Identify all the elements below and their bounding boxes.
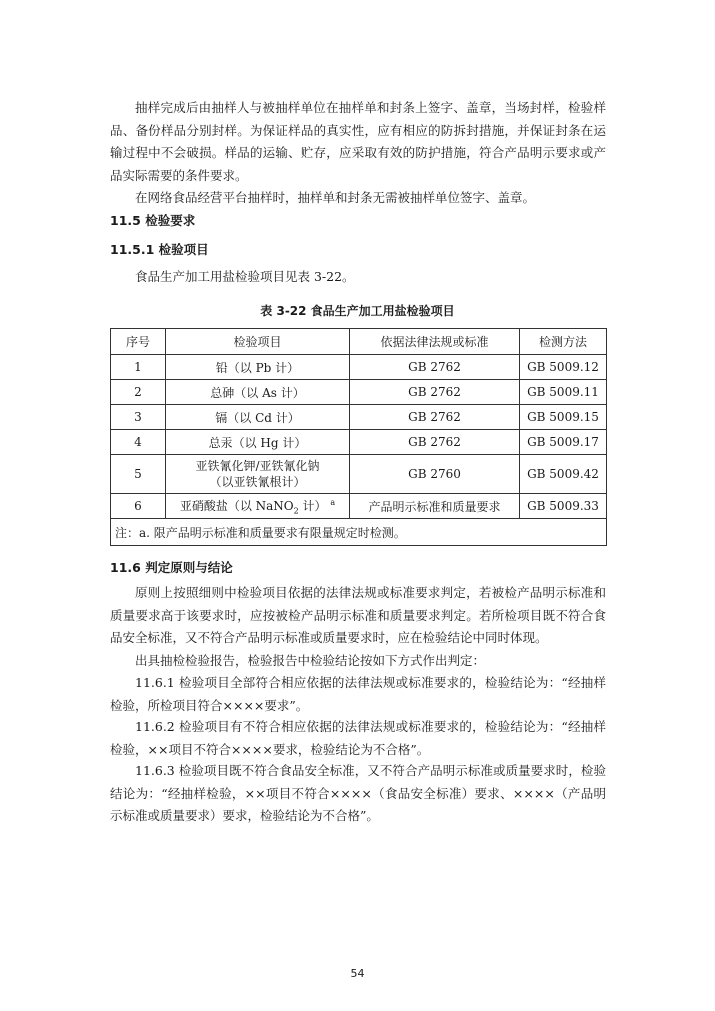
- cell-no: 1: [111, 355, 166, 380]
- report-paragraph: 出具抽检检验报告，检验报告中检验结论按如下方式作出判定：: [135, 653, 486, 668]
- clause-11-6-3: 11.6.3 检验项目既不符合食品安全标准，又不符合产品明示标准或质量要求时，检验结论为：“经抽样检验，××项目不符合××××（食品安全标准）要求、××××（产品明示标准或质量要求）要求，检验结论为不合格”。: [110, 763, 606, 823]
- cell-item: 总汞（以 Hg 计）: [166, 430, 350, 455]
- table-row: [111, 380, 607, 405]
- cell-item-line2: （以亚铁氰根计）: [209, 475, 306, 489]
- table-caption: 表 3-22 食品生产加工用盐检验项目: [260, 304, 455, 318]
- clause-11-6-2: 11.6.2 检验项目有不符合相应依据的法律法规或标准要求的，检验结论为：“经抽样检验，××项目不符合××××要求，检验结论为不合格”。: [110, 719, 606, 757]
- cell-basis: 产品明示标准和质量要求: [350, 494, 520, 519]
- subscript-2: 2: [293, 506, 299, 516]
- section-heading-11-5: 11.5 检验要求: [110, 213, 196, 228]
- cell-method: GB 5009.17: [520, 430, 607, 455]
- cell-item-text-end: 计）: [298, 498, 327, 513]
- header-method: 检测方法: [520, 329, 607, 355]
- table-note: 注：a. 限产品明示标准和质量要求有限量规定时检测。: [111, 519, 607, 546]
- inspection-items-table: [110, 328, 607, 546]
- page-number: 54: [350, 967, 365, 980]
- cell-basis: GB 2762: [350, 355, 520, 380]
- cell-method: GB 5009.11: [520, 380, 607, 405]
- online-sampling-paragraph: 在网络食品经营平台抽样时，抽样单和封条无需被抽样单位签字、盖章。: [135, 190, 536, 205]
- table-header-row: [111, 329, 607, 355]
- cell-item: [166, 494, 350, 519]
- cell-basis: GB 2762: [350, 405, 520, 430]
- cell-basis: GB 2762: [350, 380, 520, 405]
- cell-method: GB 5009.15: [520, 405, 607, 430]
- cell-no: 4: [111, 430, 166, 455]
- cell-item-line1: 亚铁氰化钾/亚铁氰化钠: [195, 459, 320, 473]
- cell-method: GB 5009.42: [520, 455, 607, 494]
- table-row: [111, 455, 607, 494]
- cell-basis: GB 2760: [350, 455, 520, 494]
- table-row: [111, 405, 607, 430]
- cell-no: 6: [111, 494, 166, 519]
- sampling-seal-paragraph: 抽样完成后由抽样人与被抽样单位在抽样单和封条上签字、盖章，当场封样，检验样品、备份样品分别封样。为保证样品的真实性，应有相应的防拆封措施，并保证封条在运输过程中不会破损。样品的运输、贮存，应采取有效的防护措施，符合产品明示要求或产品实际需要的条件要求。: [110, 100, 606, 183]
- cell-no: 3: [111, 405, 166, 430]
- cell-no: 5: [111, 455, 166, 494]
- cell-item: 镉（以 Cd 计）: [166, 405, 350, 430]
- footnote-marker: a: [330, 497, 336, 507]
- header-basis: 依据法律法规或标准: [350, 329, 520, 355]
- header-no: 序号: [111, 329, 166, 355]
- cell-method: GB 5009.33: [520, 494, 607, 519]
- cell-method: GB 5009.12: [520, 355, 607, 380]
- judgement-principle-paragraph: 原则上按照细则中检验项目依据的法律法规或标准要求判定，若被检产品明示标准和质量要求高于该要求时，应按被检产品明示标准和质量要求判定。若所检项目既不符合食品安全标准，又不符合产品明示标准或质量要求时，应在检验结论中同时体现。: [110, 585, 606, 645]
- table-row: [111, 494, 607, 519]
- cell-item: 总砷（以 As 计）: [166, 380, 350, 405]
- table-reference-paragraph: 食品生产加工用盐检验项目见表 3-22。: [135, 269, 355, 284]
- clause-11-6-1: 11.6.1 检验项目全部符合相应依据的法律法规或标准要求的，检验结论为：“经抽样检验，所检项目符合××××要求”。: [110, 675, 606, 713]
- section-heading-11-5-1: 11.5.1 检验项目: [110, 242, 209, 257]
- table-row: [111, 430, 607, 455]
- cell-item: 铅（以 Pb 计）: [166, 355, 350, 380]
- table-row: [111, 355, 607, 380]
- table-note-row: [111, 519, 607, 546]
- cell-no: 2: [111, 380, 166, 405]
- section-heading-11-6: 11.6 判定原则与结论: [110, 560, 233, 575]
- header-item: 检验项目: [166, 329, 350, 355]
- cell-item-text: 亚硝酸盐（以 NaNO: [179, 498, 294, 513]
- cell-item: [166, 455, 350, 494]
- cell-basis: GB 2762: [350, 430, 520, 455]
